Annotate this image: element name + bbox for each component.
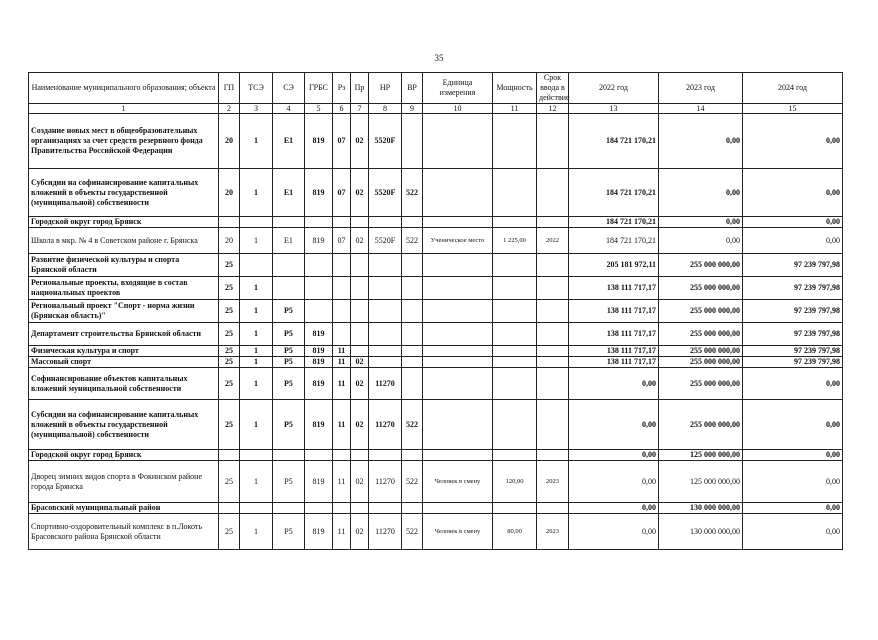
cell-capacity <box>493 254 537 277</box>
cell-rz: 11 <box>333 400 351 450</box>
cell-capacity <box>493 357 537 368</box>
cell-vr <box>402 323 423 346</box>
cell-se: Е1 <box>273 228 305 254</box>
cell-name: Развитие физической культуры и спорта Брянской области <box>29 254 219 277</box>
cell-grbs: 819 <box>305 323 333 346</box>
header-name: Наименование муниципального образования; объекта <box>29 73 219 104</box>
cell-name: Городской округ город Брянск <box>29 450 219 461</box>
cell-rz <box>333 217 351 228</box>
cell-gp <box>219 217 240 228</box>
cell-amount-2023: 255 000 000,00 <box>659 400 743 450</box>
cell-unit <box>423 503 493 514</box>
cell-pr <box>351 254 369 277</box>
cell-amount-2023: 0,00 <box>659 228 743 254</box>
cell-capacity <box>493 346 537 357</box>
cell-amount-2023: 0,00 <box>659 217 743 228</box>
cell-rz: 07 <box>333 228 351 254</box>
cell-amount-2023: 255 000 000,00 <box>659 368 743 400</box>
cell-commission-date: 2022 <box>537 228 569 254</box>
cell-vr <box>402 357 423 368</box>
header-pr: Пр <box>351 73 369 104</box>
cell-unit <box>423 400 493 450</box>
cell-amount-2022: 0,00 <box>569 503 659 514</box>
cell-amount-2024: 0,00 <box>743 368 843 400</box>
cell-vr <box>402 114 423 169</box>
cell-gp: 25 <box>219 357 240 368</box>
table-row <box>29 400 843 450</box>
cell-gp: 25 <box>219 400 240 450</box>
header-grbs: ГРБС <box>305 73 333 104</box>
cell-nr <box>369 346 402 357</box>
cell-rz: 07 <box>333 114 351 169</box>
cell-pr <box>351 323 369 346</box>
cell-commission-date <box>537 114 569 169</box>
cell-gp: 20 <box>219 228 240 254</box>
cell-pr <box>351 277 369 300</box>
cell-nr <box>369 323 402 346</box>
cell-se: Р5 <box>273 323 305 346</box>
cell-gp: 25 <box>219 300 240 323</box>
cell-rz: 11 <box>333 346 351 357</box>
cell-amount-2022: 138 111 717,17 <box>569 323 659 346</box>
cell-amount-2022: 0,00 <box>569 368 659 400</box>
table-row <box>29 346 843 357</box>
header-row <box>29 73 843 104</box>
cell-unit: Ученическое место <box>423 228 493 254</box>
cell-commission-date: 2023 <box>537 461 569 503</box>
cell-gp <box>219 503 240 514</box>
cell-nr <box>369 254 402 277</box>
cell-grbs: 819 <box>305 357 333 368</box>
cell-capacity <box>493 169 537 217</box>
cell-nr <box>369 300 402 323</box>
cell-gp: 20 <box>219 114 240 169</box>
cell-rz: 11 <box>333 461 351 503</box>
cell-amount-2022: 184 721 170,21 <box>569 228 659 254</box>
cell-pr: 02 <box>351 357 369 368</box>
table-row <box>29 114 843 169</box>
column-number: 13 <box>569 104 659 114</box>
column-number: 6 <box>333 104 351 114</box>
cell-commission-date: 2023 <box>537 514 569 550</box>
table-row <box>29 368 843 400</box>
cell-grbs <box>305 277 333 300</box>
cell-amount-2024: 0,00 <box>743 400 843 450</box>
cell-se: Р5 <box>273 514 305 550</box>
cell-se: Р5 <box>273 461 305 503</box>
table-row <box>29 514 843 550</box>
cell-capacity <box>493 300 537 323</box>
cell-amount-2022: 0,00 <box>569 450 659 461</box>
cell-nr: 5520F <box>369 169 402 217</box>
cell-capacity <box>493 400 537 450</box>
cell-amount-2022: 138 111 717,17 <box>569 357 659 368</box>
column-number: 5 <box>305 104 333 114</box>
header-nr: НР <box>369 73 402 104</box>
cell-amount-2024: 0,00 <box>743 503 843 514</box>
cell-rz <box>333 323 351 346</box>
cell-nr: 5520F <box>369 114 402 169</box>
cell-amount-2023: 130 000 000,00 <box>659 503 743 514</box>
cell-se <box>273 450 305 461</box>
cell-grbs: 819 <box>305 461 333 503</box>
cell-grbs: 819 <box>305 514 333 550</box>
cell-amount-2022: 205 181 972,11 <box>569 254 659 277</box>
header-vr: ВР <box>402 73 423 104</box>
column-number: 12 <box>537 104 569 114</box>
cell-vr <box>402 300 423 323</box>
cell-pr <box>351 300 369 323</box>
cell-rz <box>333 450 351 461</box>
cell-amount-2024: 0,00 <box>743 228 843 254</box>
cell-se <box>273 254 305 277</box>
cell-unit <box>423 323 493 346</box>
cell-grbs: 819 <box>305 400 333 450</box>
cell-grbs: 819 <box>305 114 333 169</box>
cell-commission-date <box>537 277 569 300</box>
cell-amount-2024: 97 239 797,98 <box>743 254 843 277</box>
cell-unit <box>423 254 493 277</box>
cell-amount-2023: 0,00 <box>659 169 743 217</box>
cell-amount-2022: 184 721 170,21 <box>569 114 659 169</box>
cell-commission-date <box>537 254 569 277</box>
cell-gp: 25 <box>219 514 240 550</box>
cell-grbs: 819 <box>305 228 333 254</box>
cell-se <box>273 503 305 514</box>
table-row <box>29 450 843 461</box>
column-number: 4 <box>273 104 305 114</box>
cell-vr: 522 <box>402 514 423 550</box>
cell-nr <box>369 277 402 300</box>
cell-amount-2024: 97 239 797,98 <box>743 277 843 300</box>
cell-commission-date <box>537 169 569 217</box>
cell-name: Субсидии на софинансирование капитальных вложений в объекты государственной (муниципальной) собственности <box>29 400 219 450</box>
cell-amount-2022: 138 111 717,17 <box>569 346 659 357</box>
cell-amount-2024: 0,00 <box>743 217 843 228</box>
cell-rz: 11 <box>333 357 351 368</box>
cell-gp: 25 <box>219 277 240 300</box>
cell-commission-date <box>537 346 569 357</box>
column-number: 14 <box>659 104 743 114</box>
cell-tse: 1 <box>240 228 273 254</box>
cell-vr <box>402 217 423 228</box>
table-row <box>29 254 843 277</box>
cell-amount-2022: 0,00 <box>569 461 659 503</box>
cell-amount-2024: 0,00 <box>743 114 843 169</box>
cell-se: Р5 <box>273 368 305 400</box>
column-number: 10 <box>423 104 493 114</box>
cell-pr <box>351 450 369 461</box>
cell-amount-2023: 255 000 000,00 <box>659 323 743 346</box>
cell-amount-2022: 138 111 717,17 <box>569 277 659 300</box>
budget-table <box>28 72 843 550</box>
cell-rz <box>333 503 351 514</box>
cell-tse: 1 <box>240 323 273 346</box>
header-rz: Рз <box>333 73 351 104</box>
cell-amount-2024: 97 239 797,98 <box>743 323 843 346</box>
cell-capacity: 80,00 <box>493 514 537 550</box>
cell-name: Городской округ город Брянск <box>29 217 219 228</box>
cell-name: Региональные проекты, входящие в состав национальных проектов <box>29 277 219 300</box>
cell-tse: 1 <box>240 461 273 503</box>
cell-grbs: 819 <box>305 346 333 357</box>
cell-tse <box>240 217 273 228</box>
cell-se: Е1 <box>273 114 305 169</box>
header-gp: ГП <box>219 73 240 104</box>
table-row <box>29 228 843 254</box>
table-row <box>29 461 843 503</box>
cell-amount-2022: 184 721 170,21 <box>569 217 659 228</box>
column-number: 15 <box>743 104 843 114</box>
cell-gp: 25 <box>219 254 240 277</box>
cell-grbs: 819 <box>305 368 333 400</box>
cell-se: Е1 <box>273 169 305 217</box>
cell-amount-2022: 138 111 717,17 <box>569 300 659 323</box>
cell-tse <box>240 254 273 277</box>
cell-amount-2022: 184 721 170,21 <box>569 169 659 217</box>
cell-pr <box>351 503 369 514</box>
header-se: СЭ <box>273 73 305 104</box>
page-number: 35 <box>434 53 444 63</box>
cell-commission-date <box>537 368 569 400</box>
cell-tse: 1 <box>240 357 273 368</box>
cell-nr: 11270 <box>369 400 402 450</box>
header-unit: Единица измерения <box>423 73 493 104</box>
cell-name: Физическая культура и спорт <box>29 346 219 357</box>
cell-gp: 25 <box>219 346 240 357</box>
cell-capacity <box>493 277 537 300</box>
cell-tse: 1 <box>240 346 273 357</box>
cell-capacity <box>493 114 537 169</box>
cell-amount-2023: 130 000 000,00 <box>659 514 743 550</box>
cell-name: Спортивно-оздоровительный комплекс в п.Локоть Брасовского района Брянской области <box>29 514 219 550</box>
cell-capacity: 120,00 <box>493 461 537 503</box>
cell-commission-date <box>537 357 569 368</box>
cell-se: Р5 <box>273 346 305 357</box>
table-row <box>29 357 843 368</box>
cell-tse: 1 <box>240 514 273 550</box>
cell-vr <box>402 346 423 357</box>
cell-grbs: 819 <box>305 169 333 217</box>
cell-amount-2023: 255 000 000,00 <box>659 357 743 368</box>
cell-nr <box>369 357 402 368</box>
cell-capacity <box>493 217 537 228</box>
table-row <box>29 300 843 323</box>
cell-amount-2023: 255 000 000,00 <box>659 277 743 300</box>
column-number: 11 <box>493 104 537 114</box>
cell-amount-2022: 0,00 <box>569 400 659 450</box>
cell-commission-date <box>537 400 569 450</box>
cell-amount-2024: 97 239 797,98 <box>743 300 843 323</box>
cell-rz: 11 <box>333 514 351 550</box>
cell-name: Дворец зимних видов спорта в Фокинском районе города Брянска <box>29 461 219 503</box>
cell-pr: 02 <box>351 114 369 169</box>
cell-nr <box>369 450 402 461</box>
cell-se: Р5 <box>273 400 305 450</box>
cell-commission-date <box>537 323 569 346</box>
cell-vr: 522 <box>402 169 423 217</box>
cell-tse: 1 <box>240 400 273 450</box>
cell-commission-date <box>537 217 569 228</box>
cell-se: Р5 <box>273 357 305 368</box>
cell-amount-2023: 125 000 000,00 <box>659 450 743 461</box>
cell-unit <box>423 114 493 169</box>
table-row <box>29 503 843 514</box>
cell-capacity <box>493 450 537 461</box>
cell-rz <box>333 277 351 300</box>
cell-vr: 522 <box>402 400 423 450</box>
cell-gp: 25 <box>219 461 240 503</box>
cell-unit <box>423 346 493 357</box>
cell-vr <box>402 503 423 514</box>
cell-amount-2024: 0,00 <box>743 169 843 217</box>
cell-pr <box>351 217 369 228</box>
cell-tse <box>240 450 273 461</box>
column-number: 3 <box>240 104 273 114</box>
cell-nr <box>369 503 402 514</box>
cell-name: Брасовский муниципальный район <box>29 503 219 514</box>
cell-pr: 02 <box>351 461 369 503</box>
cell-amount-2023: 125 000 000,00 <box>659 461 743 503</box>
cell-commission-date <box>537 300 569 323</box>
cell-amount-2023: 0,00 <box>659 114 743 169</box>
cell-amount-2022: 0,00 <box>569 514 659 550</box>
cell-pr: 02 <box>351 368 369 400</box>
cell-tse: 1 <box>240 114 273 169</box>
cell-rz: 07 <box>333 169 351 217</box>
cell-unit: Человек в смену <box>423 514 493 550</box>
cell-name: Софинансирование объектов капитальных вложений муниципальной собственности <box>29 368 219 400</box>
cell-name: Региональный проект "Спорт - норма жизни (Брянская область)" <box>29 300 219 323</box>
cell-unit: Человек в смену <box>423 461 493 503</box>
cell-pr: 02 <box>351 169 369 217</box>
column-number: 1 <box>29 104 219 114</box>
cell-name: Субсидии на софинансирование капитальных вложений в объекты государственной (муниципальной) собственности <box>29 169 219 217</box>
column-number: 9 <box>402 104 423 114</box>
table-row <box>29 169 843 217</box>
cell-tse: 1 <box>240 300 273 323</box>
cell-capacity <box>493 503 537 514</box>
cell-gp: 25 <box>219 368 240 400</box>
cell-grbs <box>305 300 333 323</box>
column-number-row <box>29 104 843 114</box>
header-2024: 2024 год <box>743 73 843 104</box>
cell-nr: 5520F <box>369 228 402 254</box>
column-number: 2 <box>219 104 240 114</box>
cell-name: Массовый спорт <box>29 357 219 368</box>
cell-amount-2024: 97 239 797,98 <box>743 346 843 357</box>
cell-rz <box>333 254 351 277</box>
cell-grbs <box>305 254 333 277</box>
cell-gp <box>219 450 240 461</box>
cell-unit <box>423 357 493 368</box>
cell-vr <box>402 450 423 461</box>
cell-amount-2023: 255 000 000,00 <box>659 300 743 323</box>
header-2022: 2022 год <box>569 73 659 104</box>
cell-tse <box>240 503 273 514</box>
cell-unit <box>423 169 493 217</box>
table-row <box>29 217 843 228</box>
cell-vr <box>402 368 423 400</box>
cell-vr <box>402 254 423 277</box>
cell-gp: 20 <box>219 169 240 217</box>
cell-unit <box>423 300 493 323</box>
header-2023: 2023 год <box>659 73 743 104</box>
table-row <box>29 277 843 300</box>
cell-pr: 02 <box>351 400 369 450</box>
cell-nr <box>369 217 402 228</box>
cell-capacity <box>493 368 537 400</box>
cell-capacity: 1 225,00 <box>493 228 537 254</box>
cell-nr: 11270 <box>369 461 402 503</box>
cell-unit <box>423 368 493 400</box>
cell-amount-2024: 0,00 <box>743 450 843 461</box>
cell-rz <box>333 300 351 323</box>
header-commission-date: Срок ввода в действие <box>537 73 569 104</box>
cell-gp: 25 <box>219 323 240 346</box>
cell-amount-2024: 97 239 797,98 <box>743 357 843 368</box>
cell-commission-date <box>537 450 569 461</box>
cell-commission-date <box>537 503 569 514</box>
cell-unit <box>423 450 493 461</box>
header-tse: ТСЭ <box>240 73 273 104</box>
cell-capacity <box>493 323 537 346</box>
cell-tse: 1 <box>240 368 273 400</box>
table-row <box>29 323 843 346</box>
cell-grbs <box>305 450 333 461</box>
cell-tse: 1 <box>240 169 273 217</box>
cell-nr: 11270 <box>369 514 402 550</box>
cell-amount-2024: 0,00 <box>743 514 843 550</box>
column-number: 8 <box>369 104 402 114</box>
cell-unit <box>423 277 493 300</box>
cell-vr: 522 <box>402 461 423 503</box>
cell-pr <box>351 346 369 357</box>
cell-name: Создание новых мест в общеобразовательных организациях за счет средств резервного фонда Правительства Российской Федерации <box>29 114 219 169</box>
cell-tse: 1 <box>240 277 273 300</box>
cell-pr: 02 <box>351 228 369 254</box>
cell-rz: 11 <box>333 368 351 400</box>
cell-name: Департамент строительства Брянской области <box>29 323 219 346</box>
cell-name: Школа в мкр. № 4 в Советском районе г. Брянска <box>29 228 219 254</box>
column-number: 7 <box>351 104 369 114</box>
cell-vr <box>402 277 423 300</box>
cell-amount-2023: 255 000 000,00 <box>659 254 743 277</box>
cell-se <box>273 277 305 300</box>
cell-amount-2024: 0,00 <box>743 461 843 503</box>
header-capacity: Мощность <box>493 73 537 104</box>
cell-nr: 11270 <box>369 368 402 400</box>
cell-pr: 02 <box>351 514 369 550</box>
cell-grbs <box>305 503 333 514</box>
cell-grbs <box>305 217 333 228</box>
cell-se: Р5 <box>273 300 305 323</box>
cell-unit <box>423 217 493 228</box>
cell-vr: 522 <box>402 228 423 254</box>
cell-amount-2023: 255 000 000,00 <box>659 346 743 357</box>
cell-se <box>273 217 305 228</box>
